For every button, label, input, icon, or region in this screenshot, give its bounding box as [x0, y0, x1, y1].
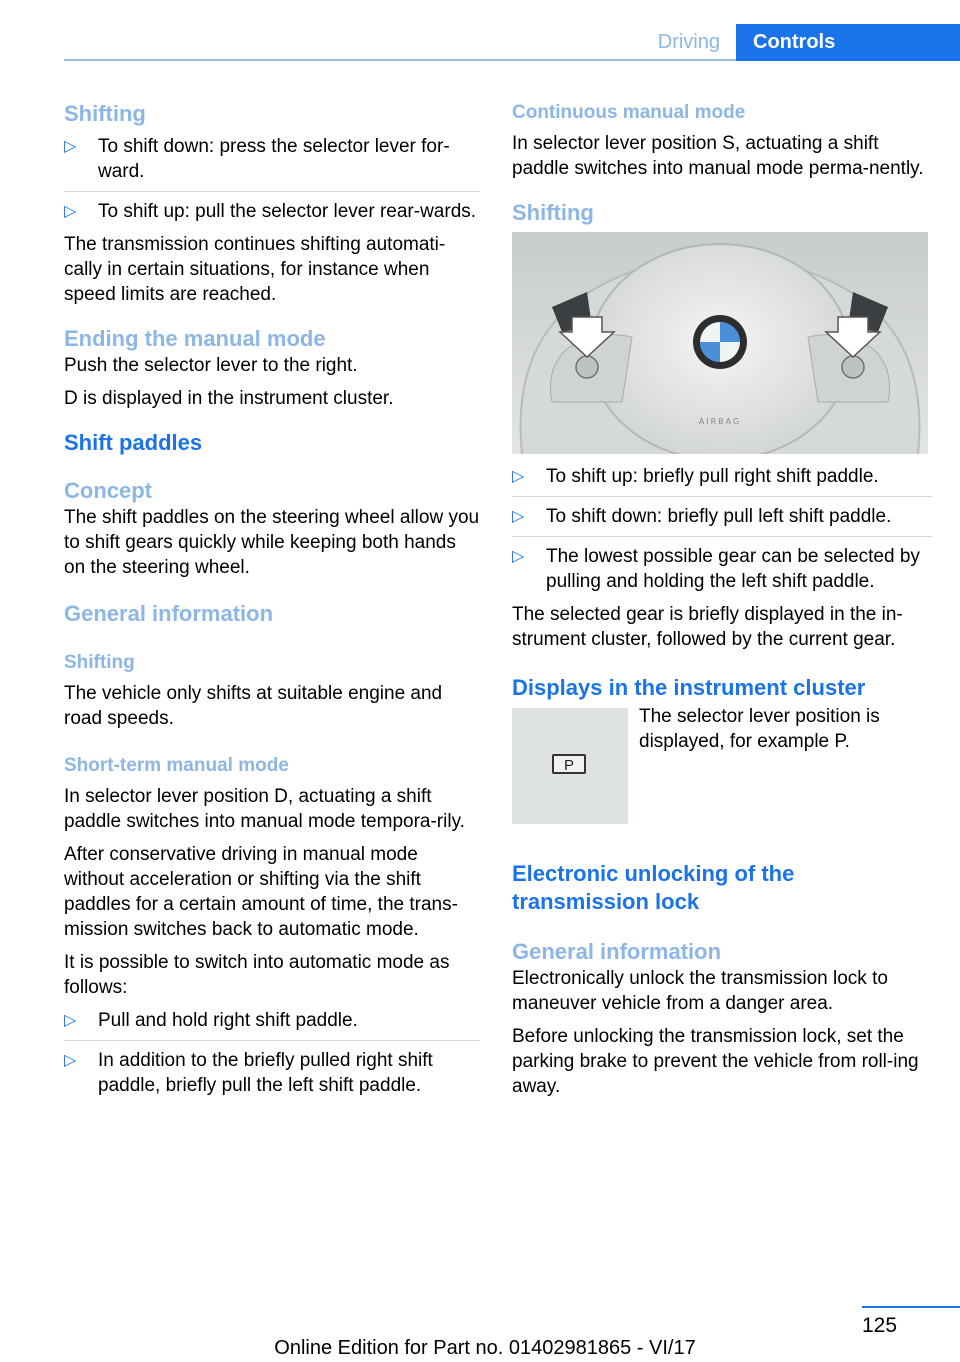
auto-mode-list [64, 1008, 480, 1098]
airbag-text: AIRBAG [698, 417, 742, 426]
heading-ending-manual: Ending the manual mode [64, 326, 326, 351]
triangle-right-icon: ▷ [512, 468, 525, 485]
paragraph: The transmission continues shifting automati‐cally in certain situations, for instance when speed limits are reached. [64, 234, 446, 305]
paragraph: In selector lever position D, actuating a shift paddle switches into manual mode tempora‐rily. [64, 786, 465, 832]
triangle-right-icon: ▷ [64, 1052, 77, 1069]
heading-shift-paddles: Shift paddles [64, 430, 203, 455]
paragraph: The selector lever position is displayed, for example P. [639, 706, 880, 752]
paragraph: The shift paddles on the steering wheel allow you to shift gears quickly while keeping both hands on the steering wheel. [64, 507, 480, 578]
heading-electronic-unlocking: Electronic unlocking of the transmission lock [512, 861, 795, 914]
paragraph: In selector lever position S, actuating a shift paddle switches into manual mode perma‐nently. [512, 133, 924, 179]
heading-continuous-manual: Continuous manual mode [512, 102, 746, 123]
cluster-display-image [512, 708, 628, 824]
list-item: ▷ To shift down: press the selector lever for‐ward. [64, 134, 480, 192]
page-number: 125 [862, 1314, 898, 1337]
heading-shifting-sub: Shifting [64, 652, 135, 673]
header-chapter-tab: Controls [736, 24, 960, 61]
paragraph: After conservative driving in manual mode without acceleration or shifting via the shift paddles for a certain amount of time, the trans‐mission switches back to automatic mode. [64, 844, 458, 940]
paragraph: The selected gear is briefly displayed in the in‐strument cluster, followed by the current gear. [512, 604, 903, 650]
list-item: ▷ To shift down: briefly pull left shift paddle. [512, 504, 932, 537]
triangle-right-icon: ▷ [512, 508, 525, 525]
heading-concept: Concept [64, 478, 152, 503]
gear-indicator-p: P [552, 754, 586, 774]
list-item: ▷ To shift up: pull the selector lever rear‐wards. [64, 201, 477, 222]
heading-shifting: Shifting [64, 101, 146, 126]
paragraph: Before unlocking the transmission lock, set the parking brake to prevent the vehicle from roll‐ing away. [512, 1026, 919, 1097]
shift-list [64, 134, 480, 224]
list-item: ▷ To shift up: briefly pull right shift paddle. [512, 464, 932, 497]
heading-short-term: Short-term manual mode [64, 755, 289, 776]
right-column [512, 100, 932, 1107]
list-item: ▷ In addition to the briefly pulled right shift paddle, briefly pull the left shift paddle. [64, 1050, 433, 1096]
triangle-right-icon: ▷ [64, 1012, 77, 1029]
paragraph: D is displayed in the instrument cluster. [64, 388, 394, 409]
paragraph: The vehicle only shifts at suitable engine and road speeds. [64, 683, 443, 729]
heading-displays: Displays in the instrument cluster [512, 675, 866, 700]
list-item: ▷ The lowest possible gear can be selected by pulling and holding the left shift paddle. [512, 546, 920, 592]
triangle-right-icon: ▷ [64, 138, 77, 155]
footer-edition: Online Edition for Part no. 01402981865 - VI/17 [274, 1337, 696, 1359]
header-section-label: Driving [657, 31, 720, 53]
triangle-right-icon: ▷ [512, 548, 525, 565]
triangle-right-icon: ▷ [64, 203, 77, 220]
paragraph: Electronically unlock the transmission lock to maneuver vehicle from a danger area. [512, 968, 888, 1014]
cluster-display-block [512, 708, 932, 826]
steering-wheel-image [512, 232, 928, 454]
paragraph: Push the selector lever to the right. [64, 355, 358, 376]
heading-general-info: General information [64, 601, 274, 626]
heading-shifting: Shifting [512, 200, 594, 225]
paddle-list [512, 464, 932, 594]
footer-rule [862, 1306, 960, 1308]
heading-general-info: General information [512, 939, 722, 964]
list-item: ▷ Pull and hold right shift paddle. [64, 1008, 480, 1041]
left-column [64, 100, 480, 1106]
paragraph: It is possible to switch into automatic mode as follows: [64, 952, 450, 998]
